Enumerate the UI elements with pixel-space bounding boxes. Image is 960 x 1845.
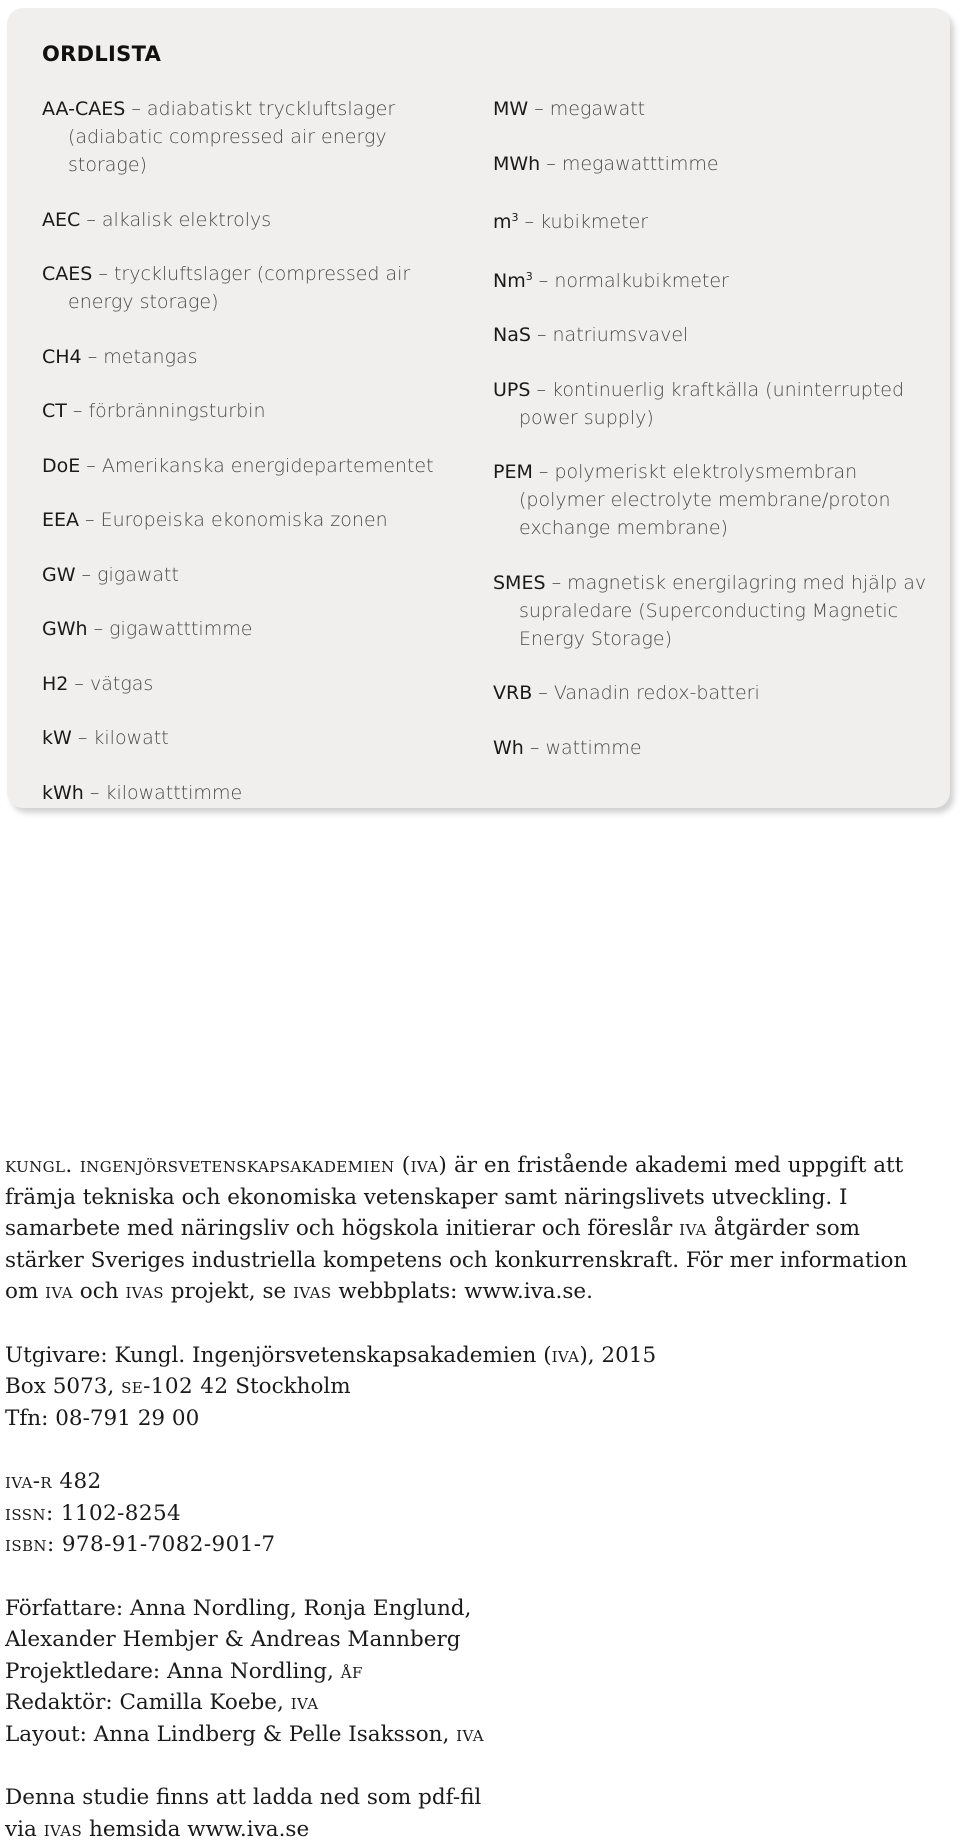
dash-separator: –	[84, 782, 106, 804]
download-line-2: via ivas hemsida www.iva.se	[5, 1814, 945, 1845]
dash-separator: –	[530, 379, 552, 401]
glossary-abbreviation: SMES	[493, 572, 546, 594]
dash-separator: –	[88, 618, 110, 640]
dash-separator: –	[533, 270, 555, 292]
dash-separator: –	[546, 572, 568, 594]
glossary-definition: magnetisk energilagring med hjälp av supraledare (Superconducting Magnetic Energy Storage)	[519, 572, 926, 650]
glossary-definition: vätgas	[90, 673, 153, 695]
glossary-entry	[42, 397, 462, 425]
glossary-abbreviation: Wh	[493, 737, 524, 759]
glossary-abbreviation: EEA	[42, 509, 79, 531]
glossary-definition: normalkubikmeter	[554, 270, 729, 292]
glossary-abbreviation: kW	[42, 727, 72, 749]
report-number: iva-r 482	[5, 1466, 945, 1498]
glossary-abbreviation: m	[493, 211, 512, 233]
dash-separator: –	[79, 509, 101, 531]
glossary-entry	[42, 95, 462, 179]
download-line-1: Denna studie finns att ladda ned som pdf-fil	[5, 1782, 945, 1814]
project-lead: Projektledare: Anna Nordling, åf	[5, 1656, 945, 1688]
dash-separator: –	[533, 461, 555, 483]
glossary-definition: Vanadin redox-batteri	[554, 682, 760, 704]
glossary-entry	[493, 734, 933, 762]
glossary-box	[7, 8, 950, 808]
colophon	[5, 1150, 945, 1845]
dash-separator: –	[528, 98, 550, 120]
phone-line: Tfn: 08-791 29 00	[5, 1403, 945, 1435]
dash-separator: –	[519, 211, 541, 233]
glossary-entry	[42, 724, 462, 752]
glossary-entry	[493, 458, 933, 542]
glossary-definition: kubikmeter	[540, 211, 648, 233]
glossary-entry	[42, 615, 462, 643]
glossary-entry	[42, 561, 462, 589]
glossary-entry	[493, 569, 933, 653]
dash-separator: –	[524, 737, 546, 759]
glossary-entry	[493, 95, 933, 123]
editor: Redaktör: Camilla Koebe, iva	[5, 1687, 945, 1719]
glossary-abbreviation: PEM	[493, 461, 533, 483]
glossary-definition: natriumsvavel	[553, 324, 689, 346]
glossary-entry	[493, 263, 933, 295]
glossary-abbreviation: GWh	[42, 618, 88, 640]
glossary-definition: wattimme	[545, 737, 641, 759]
glossary-entry	[42, 206, 462, 234]
glossary-definition: adiabatiskt tryckluftslager (adiabatic compressed air energy storage)	[68, 98, 395, 176]
glossary-definition: Amerikanska energidepartementet	[102, 455, 434, 477]
glossary-definition: kilowatt	[93, 727, 168, 749]
glossary-definition: megawatttimme	[562, 153, 719, 175]
dash-separator: –	[80, 209, 102, 231]
dash-separator: –	[125, 98, 147, 120]
glossary-abbreviation: DoE	[42, 455, 80, 477]
glossary-abbreviation: CAES	[42, 263, 92, 285]
glossary-entry	[493, 321, 933, 349]
glossary-left-column	[42, 95, 462, 833]
glossary-definition: metangas	[103, 346, 197, 368]
glossary-abbreviation: GW	[42, 564, 76, 586]
dash-separator: –	[540, 153, 562, 175]
dash-separator: –	[80, 455, 102, 477]
glossary-abbreviation: NaS	[493, 324, 531, 346]
glossary-definition: kilowatttimme	[105, 782, 242, 804]
dash-separator: –	[67, 400, 89, 422]
about-paragraph: kungl. ingenjörsvetenskapsakademien (iva) är en fristående akademi med uppgift att främja tekniska och ekonomiska vetenskaper samt näringslivets utveckling. I samarbete med näringsliv och högskola initierar och föreslår iva åtgärder som stärker Sveriges industriella kompetens och konkurrenskraft. För mer information om iva och ivas projekt, se ivas webbplats: www.iva.se.	[5, 1150, 945, 1308]
glossary-definition: Europeiska ekonomiska zonen	[101, 509, 388, 531]
issn: issn: 1102-8254	[5, 1498, 945, 1530]
dash-separator: –	[532, 682, 554, 704]
glossary-definition: polymeriskt elektrolysmembran (polymer electrolyte membrane/proton exchange membrane)	[519, 461, 891, 539]
publisher-line: Utgivare: Kungl. Ingenjörsvetenskapsakademien (iva), 2015	[5, 1340, 945, 1372]
dash-separator: –	[76, 564, 98, 586]
glossary-entry	[42, 343, 462, 371]
glossary-abbreviation: Nm	[493, 270, 526, 292]
dash-separator: –	[72, 727, 94, 749]
glossary-definition: megawatt	[550, 98, 645, 120]
dash-separator: –	[531, 324, 553, 346]
address-line: Box 5073, se-102 42 Stockholm	[5, 1371, 945, 1403]
glossary-abbreviation: H2	[42, 673, 68, 695]
glossary-definition: förbränningsturbin	[88, 400, 265, 422]
dash-separator: –	[82, 346, 104, 368]
glossary-abbreviation: kWh	[42, 782, 84, 804]
glossary-abbreviation-superscript: 3	[512, 211, 519, 224]
glossary-entry	[42, 452, 462, 480]
org-name: kungl. ingenjörsvetenskapsakademien (iva)	[5, 1153, 447, 1178]
glossary-abbreviation: VRB	[493, 682, 532, 704]
glossary-entry	[42, 260, 462, 316]
glossary-entry	[42, 506, 462, 534]
glossary-entry	[42, 779, 462, 807]
glossary-abbreviation: UPS	[493, 379, 530, 401]
glossary-title: ORDLISTA	[42, 42, 161, 66]
glossary-abbreviation-superscript: 3	[526, 270, 533, 283]
dash-separator: –	[92, 263, 114, 285]
glossary-entry	[493, 679, 933, 707]
authors-line-2: Alexander Hembjer & Andreas Mannberg	[5, 1624, 945, 1656]
glossary-right-column	[493, 95, 933, 788]
glossary-abbreviation: AA-CAES	[42, 98, 125, 120]
glossary-definition: kontinuerlig kraftkälla (uninterrupted power supply)	[519, 379, 904, 429]
glossary-abbreviation: CT	[42, 400, 67, 422]
glossary-entry	[42, 670, 462, 698]
glossary-abbreviation: CH4	[42, 346, 82, 368]
glossary-entry	[493, 204, 933, 236]
dash-separator: –	[68, 673, 90, 695]
glossary-entry	[493, 376, 933, 432]
authors-line-1: Författare: Anna Nordling, Ronja Englund,	[5, 1593, 945, 1625]
isbn: isbn: 978-91-7082-901-7	[5, 1529, 945, 1561]
glossary-definition: gigawatt	[97, 564, 179, 586]
glossary-abbreviation: AEC	[42, 209, 80, 231]
glossary-definition: tryckluftslager (compressed air energy storage)	[68, 263, 410, 313]
glossary-abbreviation: MW	[493, 98, 528, 120]
glossary-definition: gigawatttimme	[109, 618, 252, 640]
glossary-definition: alkalisk elektrolys	[102, 209, 271, 231]
layout-credit: Layout: Anna Lindberg & Pelle Isaksson, iva	[5, 1719, 945, 1751]
glossary-abbreviation: MWh	[493, 153, 540, 175]
glossary-entry	[493, 150, 933, 178]
